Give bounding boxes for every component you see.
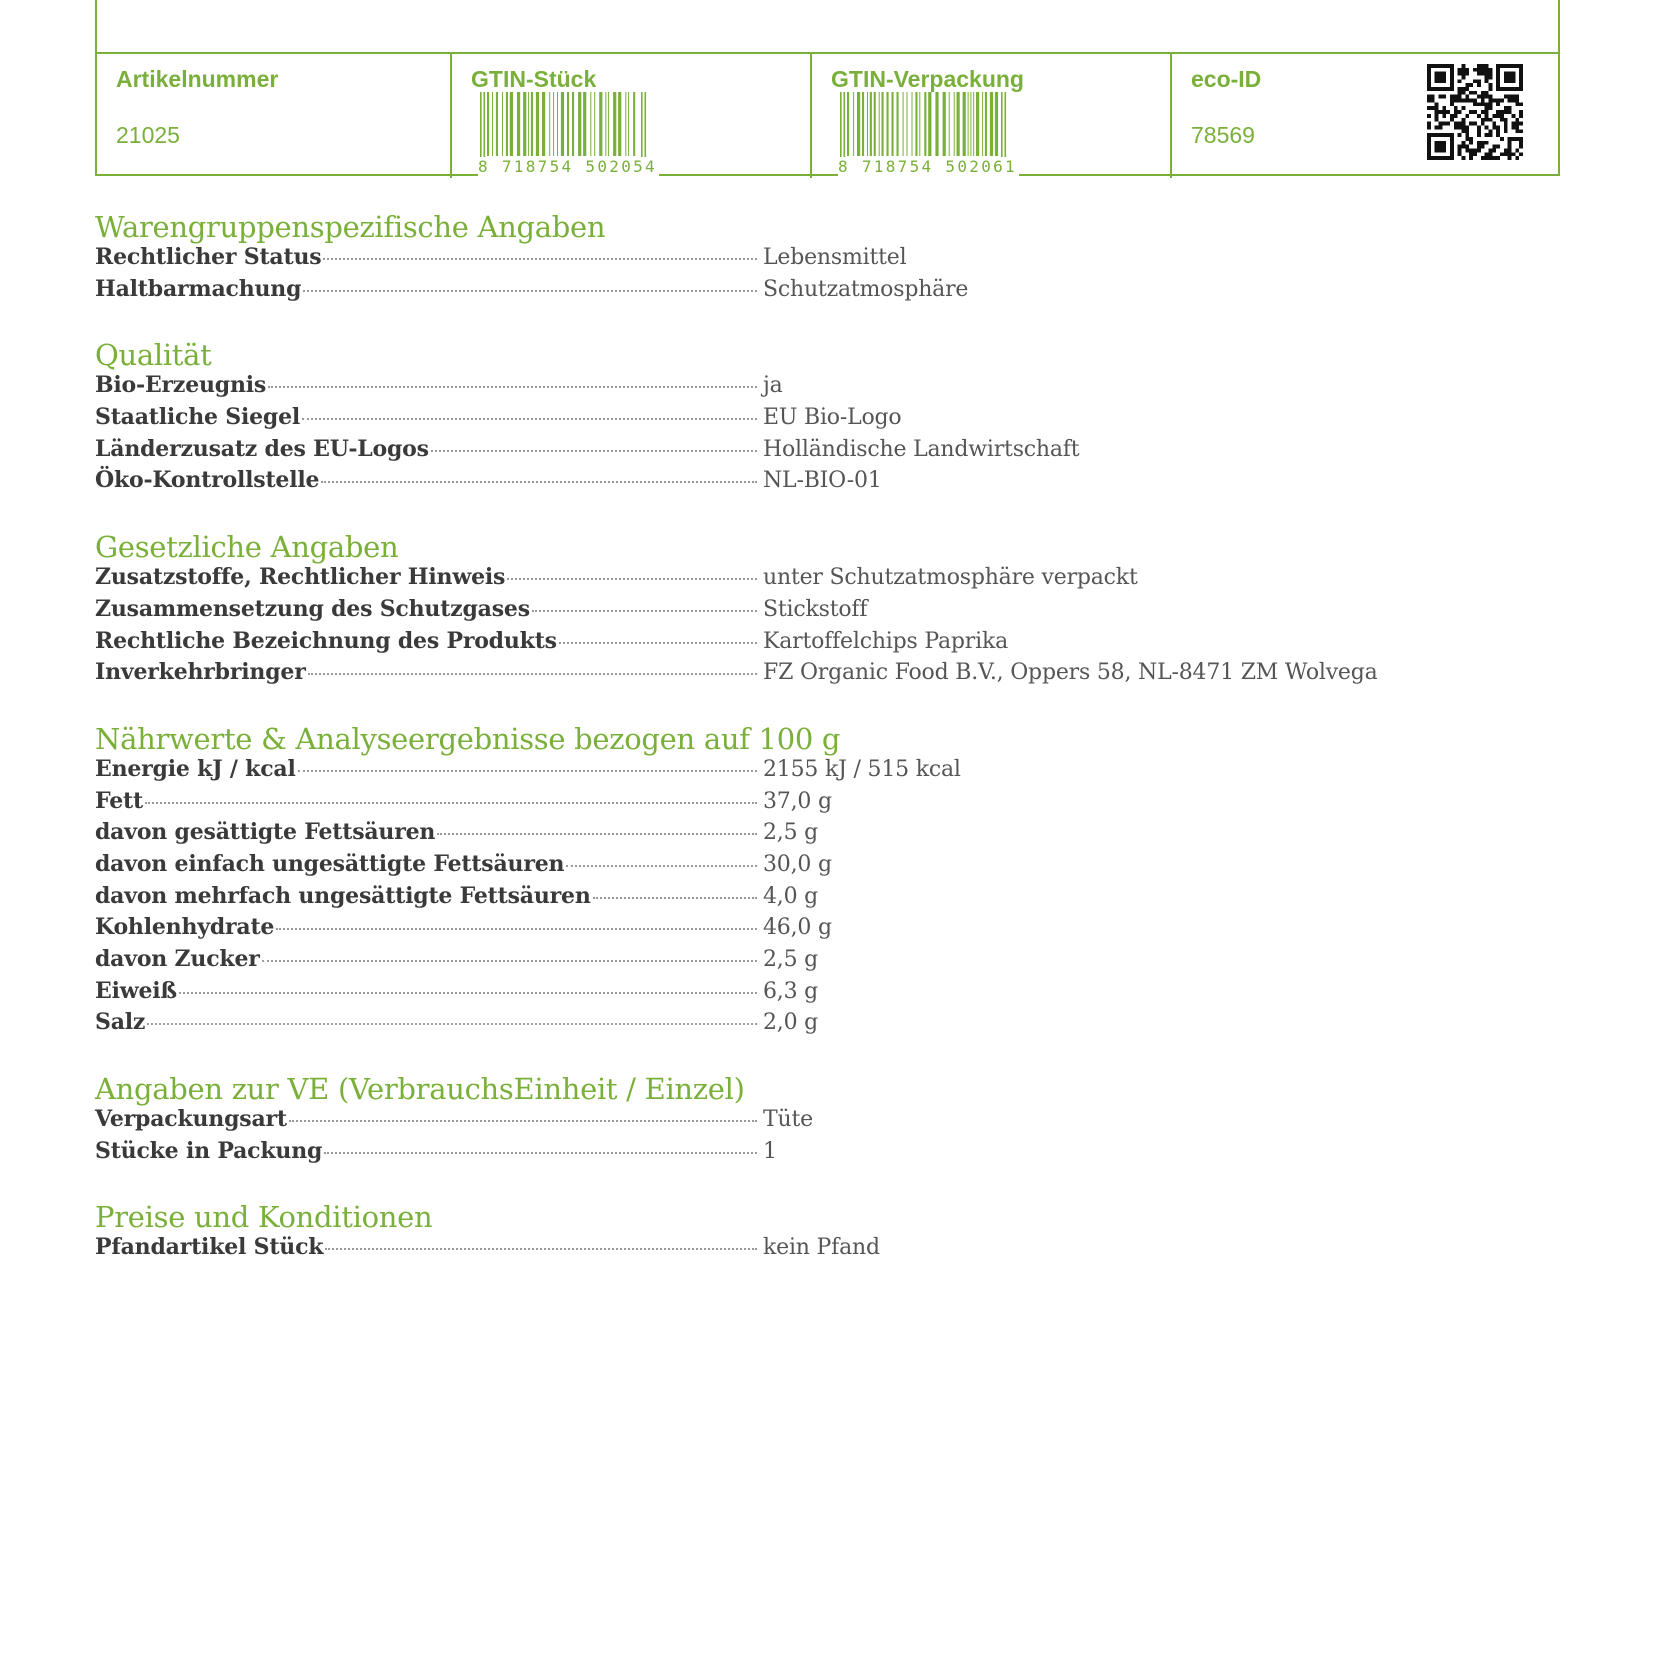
qr-code-icon [1427,64,1523,160]
gtin-package-cell [810,54,1170,178]
detail-label-wrap [95,946,763,972]
dot-leader [298,770,757,772]
detail-label: davon Zucker [95,946,260,972]
detail-value: 2,5 g [763,820,819,846]
detail-label-wrap [95,883,763,909]
gtin-piece-digits: 8 718754 502054 [478,157,657,176]
eco-id-cell [1170,54,1558,178]
detail-label: Stücke in Packung [95,1137,323,1164]
dot-leader [303,290,757,292]
detail-value: 37,0 g [763,788,832,814]
dot-leader [431,450,757,452]
dot-leader [308,673,757,675]
detail-value: EU Bio-Logo [763,405,902,431]
detail-row [95,946,1545,978]
dot-leader [302,418,757,420]
detail-value: Schutzatmosphäre [763,276,969,302]
eco-id-label: eco-ID [1191,66,1262,92]
detail-value: 4,0 g [763,883,819,909]
detail-row [95,756,1545,788]
detail-value: Stickstoff [763,596,868,622]
detail-label-wrap [95,1138,763,1164]
gtin-package-digits: 8 718754 502061 [838,157,1017,176]
dot-leader [507,578,757,580]
detail-label-wrap [95,596,763,622]
dot-leader [147,1023,757,1025]
detail-value: unter Schutzatmosphäre verpackt [763,565,1138,591]
detail-label: Zusatzstoffe, Rechtlicher Hinweis [95,564,506,591]
dot-leader [532,610,757,612]
detail-row [95,436,1545,468]
detail-label-wrap [95,436,763,462]
detail-value: Tüte [763,1107,813,1133]
detail-value: 46,0 g [763,915,832,941]
detail-row [95,883,1545,915]
detail-label-wrap [95,1106,763,1132]
detail-label-wrap [95,467,763,493]
article-number-value: 21025 [116,122,180,148]
detail-row [95,659,1545,691]
detail-label: Pfandartikel Stück [95,1234,324,1261]
detail-label: Inverkehrbringer [95,659,306,686]
detail-label: Öko-Kontrollstelle [95,467,320,494]
detail-row [95,788,1545,820]
detail-label: Rechtlicher Status [95,244,322,270]
product-details [95,210,1545,1297]
detail-value: 1 [763,1138,777,1164]
dot-leader [145,802,757,804]
section-title: Angaben zur VE (VerbrauchsEinheit / Einzel) [95,1072,745,1107]
dot-leader [323,258,757,260]
gtin-package-barcode-icon [838,92,1008,164]
article-number-cell [97,54,450,178]
detail-label-wrap [95,628,763,654]
article-number-label: Artikelnummer [116,66,279,92]
section-title: Nährwerte & Analyseergebnisse bezogen auf 100 g [95,721,841,756]
detail-label: Fett [95,787,143,814]
detail-row [95,1106,1545,1138]
detail-label: Zusammensetzung des Schutzgases [95,595,530,622]
detail-value: 30,0 g [763,851,832,877]
detail-label-wrap [95,756,763,782]
detail-label-wrap [95,1234,763,1260]
detail-label: Energie kJ / kcal [95,755,296,782]
section [95,722,1545,1041]
dot-leader [262,960,757,962]
detail-row [95,404,1545,436]
detail-label: Staatliche Siegel [95,404,301,431]
detail-label: Kohlenhydrate [95,914,275,941]
detail-row [95,564,1545,596]
section-title: Preise und Konditionen [95,1200,433,1235]
detail-label-wrap [95,244,763,270]
detail-label-wrap [95,276,763,302]
detail-label-wrap [95,1009,763,1035]
section-title: Warengruppenspezifische Angaben [95,210,606,244]
detail-label: Länderzusatz des EU-Logos [95,435,429,462]
dot-leader [593,897,757,899]
detail-value: Kartoffelchips Paprika [763,628,1009,654]
detail-label: davon gesättigte Fettsäuren [95,819,436,846]
detail-row [95,372,1545,404]
detail-row [95,1009,1545,1041]
detail-value: kein Pfand [763,1235,880,1261]
section [95,210,1545,307]
detail-value: 2,0 g [763,1010,819,1036]
product-header [95,0,1560,176]
detail-value: ja [763,373,783,399]
dot-leader [276,928,757,930]
detail-row [95,1138,1545,1170]
dot-leader [437,833,757,835]
gtin-piece-barcode-icon [478,92,648,164]
detail-value: Holländische Landwirtschaft [763,436,1080,462]
gtin-package-label: GTIN-Verpackung [831,66,1024,92]
detail-row [95,244,1545,276]
dot-leader [321,481,757,483]
detail-row [95,978,1545,1010]
section-title: Gesetzliche Angaben [95,530,399,565]
detail-row [95,596,1545,628]
detail-label: Verpackungsart [95,1106,287,1133]
detail-label: davon einfach ungesättigte Fettsäuren [95,850,565,877]
eco-id-value: 78569 [1191,122,1255,148]
section [95,1072,1545,1169]
detail-label: Haltbarmachung [95,275,302,302]
section [95,338,1545,499]
dot-leader [179,992,757,994]
detail-label-wrap [95,372,763,398]
detail-label-wrap [95,914,763,940]
detail-value: NL-BIO-01 [763,468,882,494]
dot-leader [289,1120,757,1122]
detail-value: 6,3 g [763,978,819,1004]
detail-row [95,914,1545,946]
detail-row [95,467,1545,499]
dot-leader [324,1152,757,1154]
detail-label-wrap [95,851,763,877]
dot-leader [559,642,757,644]
detail-row [95,276,1545,308]
detail-label-wrap [95,788,763,814]
detail-row [95,819,1545,851]
section [95,530,1545,691]
detail-label-wrap [95,659,763,685]
header-row [97,52,1558,178]
dot-leader [566,865,757,867]
detail-label-wrap [95,564,763,590]
section [95,1200,1545,1266]
detail-label-wrap [95,819,763,845]
detail-label: Salz [95,1009,146,1036]
detail-label: Rechtliche Bezeichnung des Produkts [95,627,557,654]
detail-value: 2,5 g [763,947,819,972]
detail-value: Lebensmittel [763,245,907,270]
detail-label: Eiweiß [95,977,177,1004]
detail-row [95,1234,1545,1266]
section-title: Qualität [95,338,212,373]
detail-label: Bio-Erzeugnis [95,372,267,399]
gtin-piece-cell [450,54,810,178]
dot-leader [325,1248,757,1250]
detail-row [95,851,1545,883]
detail-row [95,628,1545,660]
detail-label-wrap [95,978,763,1004]
detail-value: 2155 kJ / 515 kcal [763,756,961,782]
detail-label-wrap [95,404,763,430]
detail-value: FZ Organic Food B.V., Oppers 58, NL-8471 ZM Wolvega [763,660,1378,686]
detail-label: davon mehrfach ungesättigte Fettsäuren [95,882,591,909]
gtin-piece-label: GTIN-Stück [471,66,597,92]
dot-leader [268,386,757,388]
